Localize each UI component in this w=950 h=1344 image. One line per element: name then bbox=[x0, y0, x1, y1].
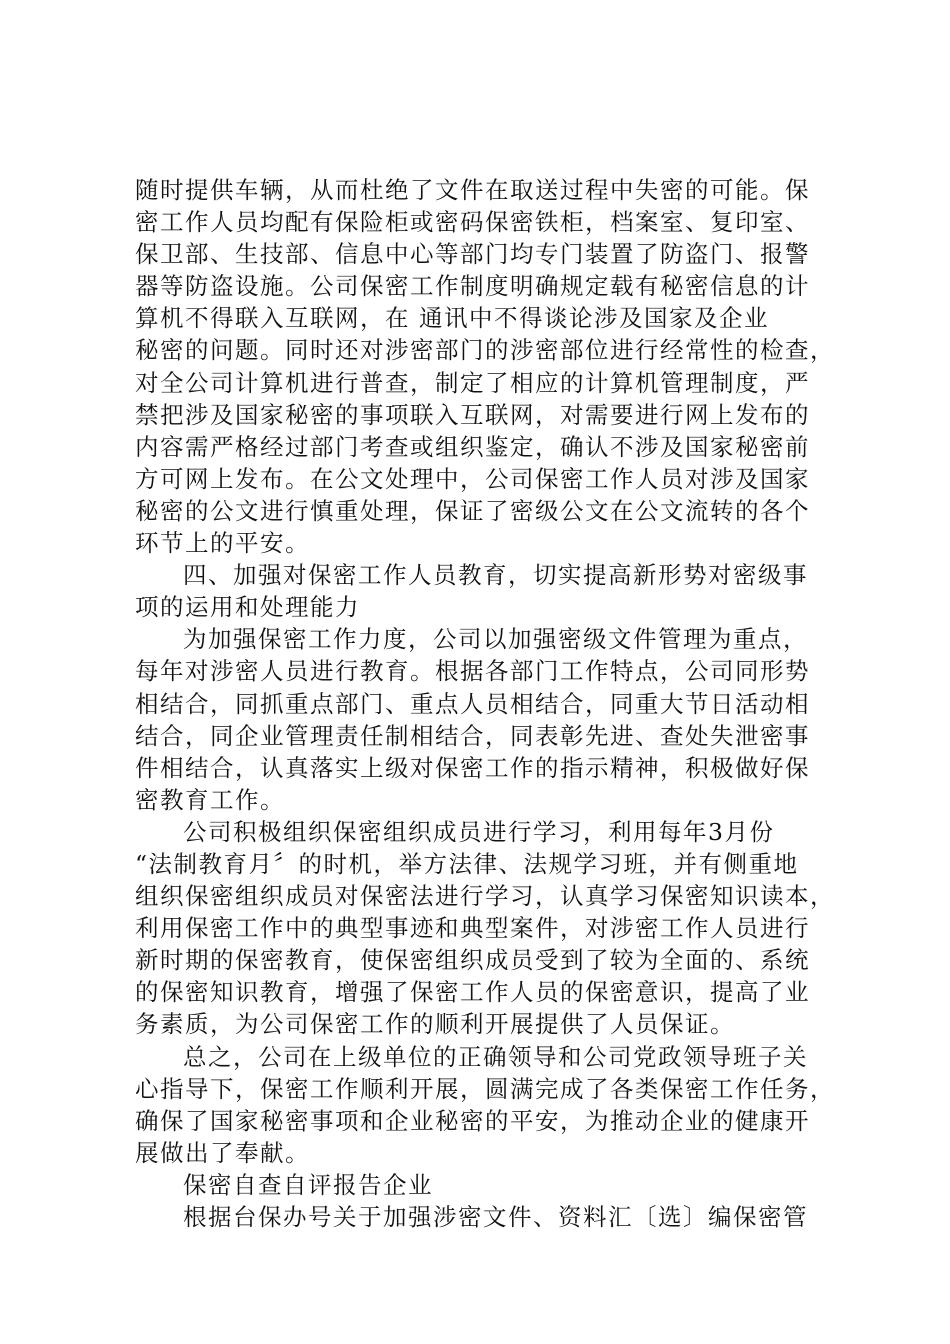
text-line: 环节上的平安。 bbox=[135, 529, 310, 558]
text-line: 每年对涉密人员进行教育。根据各部门工作特点，公司同形势 bbox=[135, 657, 810, 686]
text-line: 算机不得联入互联网，在 通讯中不得谈论涉及国家及企业 bbox=[135, 304, 769, 333]
text-line: 保密自查自评报告企业 bbox=[183, 1170, 433, 1199]
text-line: 秘密的问题。同时还对涉密部门的涉密部位进行经常性的检查， bbox=[135, 336, 835, 365]
text-line: 四、加强对保密工作人员教育，切实提高新形势对密级事 bbox=[183, 561, 808, 590]
text-line: 器等防盗设施。公司保密工作制度明确规定载有秘密信息的计 bbox=[135, 272, 810, 301]
text-line: 件相结合，认真落实上级对保密工作的指示精神，积极做好保 bbox=[135, 753, 810, 782]
text-line: 保卫部、生技部、信息中心等部门均专门装置了防盗门、报警 bbox=[135, 240, 810, 269]
text-line: 总之，公司在上级单位的正确领导和公司党政领导班子关 bbox=[183, 1042, 808, 1071]
text-line: 新时期的保密教育，使保密组织成员受到了较为全面的、系统 bbox=[135, 946, 810, 975]
text-line: 心指导下，保密工作顺利开展，圆满完成了各类保密工作任务， bbox=[135, 1074, 835, 1103]
text-line: 根据台保办号关于加强涉密文件、资料汇〔选〕编保密管 bbox=[183, 1203, 808, 1231]
text-line: 项的运用和处理能力 bbox=[135, 593, 360, 622]
text-line: 密工作人员均配有保险柜或密码保密铁柜，档案室、复印室、 bbox=[135, 208, 810, 237]
text-line: 对全公司计算机进行普查，制定了相应的计算机管理制度，严 bbox=[135, 368, 810, 397]
text-line: 务素质，为公司保密工作的顺利开展提供了人员保证。 bbox=[135, 1010, 735, 1039]
text-line: “法制教育月〞的时机，举方法律、法规学习班，并有侧重地 bbox=[135, 849, 799, 878]
text-line: 结合，同企业管理责任制相结合，同表彰先进、查处失泄密事 bbox=[135, 721, 810, 750]
text-line: 组织保密组织成员对保密法进行学习，认真学习保密知识读本， bbox=[135, 882, 835, 911]
text-line: 随时提供车辆，从而杜绝了文件在取送过程中失密的可能。保 bbox=[135, 176, 810, 204]
text-line: 内容需严格经过部门考查或组织鉴定，确认不涉及国家秘密前 bbox=[135, 432, 810, 461]
text-line: 密教育工作。 bbox=[135, 785, 285, 814]
text-line: 禁把涉及国家秘密的事项联入互联网，对需要进行网上发布的 bbox=[135, 400, 810, 429]
text-line: 秘密的公文进行慎重处理，保证了密级公文在公文流转的各个 bbox=[135, 496, 810, 525]
text-line: 展做出了奉献。 bbox=[135, 1138, 310, 1167]
document-body-text bbox=[135, 174, 835, 1233]
text-line: 为加强保密工作力度，公司以加强密级文件管理为重点， bbox=[183, 625, 808, 654]
text-line: 相结合，同抓重点部门、重点人员相结合，同重大节日活动相 bbox=[135, 689, 810, 718]
text-line: 确保了国家秘密事项和企业秘密的平安，为推动企业的健康开 bbox=[135, 1106, 810, 1135]
text-line: 利用保密工作中的典型事迹和典型案件，对涉密工作人员进行 bbox=[135, 914, 810, 943]
text-line: 公司积极组织保密组织成员进行学习，利用每年3月份 bbox=[183, 817, 775, 846]
text-line: 的保密知识教育，增强了保密工作人员的保密意识，提高了业 bbox=[135, 978, 810, 1007]
text-line: 方可网上发布。在公文处理中，公司保密工作人员对涉及国家 bbox=[135, 464, 810, 493]
